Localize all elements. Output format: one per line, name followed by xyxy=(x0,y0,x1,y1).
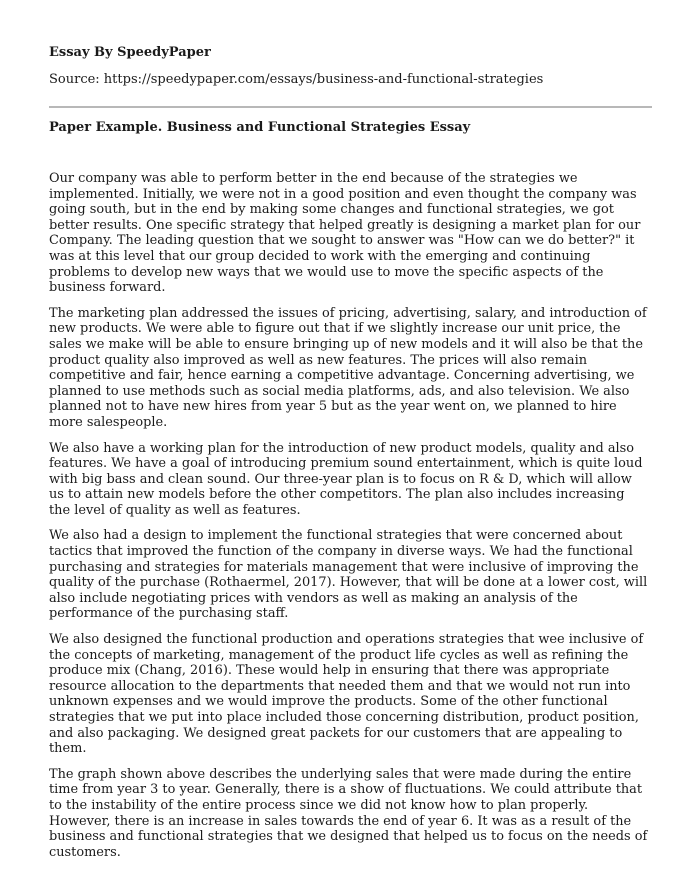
essay-paragraph-5: We also designed the functional production and operations strategies that wee inclusive of the concepts of marketing, management of the product life cycles as well as refining the produce mix (Chang, 2016). These would help in ensuring that there was appropriate resource allocation to the departments that needed them and that we would not run into unknown expenses and we would improve the products. Some of the other functional strategies that we put into place included those concerning distribution, product position, and also packaging. We designed great packets for our customers that are appealing to them. xyxy=(49,632,644,757)
source-line: Source: https://speedypaper.com/essays/business-and-functional-strategies xyxy=(49,72,544,87)
essay-paragraph-3: We also have a working plan for the introduction of new product models, quality and also features. We have a goal of introducing premium sound entertainment, which is quite loud with big bass and clean sound. Our three-year plan is to focus on R & D, which will allow us to attain new models before the other competitors. The plan also includes increasing the level of quality as well as features. xyxy=(49,440,643,518)
essay-paragraph-1: Our company was able to perform better in the end because of the strategies we implemented. Initially, we were not in a good position and even thought the company was going south, but in the end by making some changes and functional strategies, we got better results. One specific strategy that helped greatly is designing a market plan for our Company. The leading question that we sought to answer was "How can we do better?" it was at this level that our group decided to work with the emerging and continuing problems to develop new ways that we would use to move the specific aspects of the business forward. xyxy=(49,171,641,296)
essay-paragraph-6: The graph shown above describes the underlying sales that were made during the entire time from year 3 to year. Generally, there is a show of fluctuations. We could attribute that to the instability of the entire process since we did not know how to plan properly. However, there is an increase in sales towards the end of year 6. It was as a result of the business and functional strategies that we designed that helped us to focus on the needs of customers. xyxy=(49,766,648,860)
paper-title: Paper Example. Business and Functional Strategies Essay xyxy=(49,120,471,135)
essay-paragraph-2: The marketing plan addressed the issues of pricing, advertising, salary, and introduction of new products. We were able to figure out that if we slightly increase our unit price, the sales we make will be able to ensure bringing up of new models and it will also be that the product quality also improved as well as new features. The prices will also remain competitive and fair, hence earning a competitive advantage. Concerning advertising, we planned to use methods such as social media platforms, ads, and also television. We also planned not to have new hires from year 5 but as the year went on, we planned to hire more salespeople. xyxy=(49,305,647,430)
document-header-title: Essay By SpeedyPaper xyxy=(49,45,211,60)
essay-paragraph-4: We also had a design to implement the functional strategies that were concerned about tactics that improved the function of the company in diverse ways. We had the functional purchasing and strategies for materials management that were inclusive of improving the quality of the purchase (Rothaermel, 2017). However, that will be done at a lower cost, will also include negotiating prices with vendors as well as making an analysis of the performance of the purchasing staff. xyxy=(49,528,648,622)
header-divider xyxy=(49,106,652,108)
essay-body xyxy=(49,171,649,870)
